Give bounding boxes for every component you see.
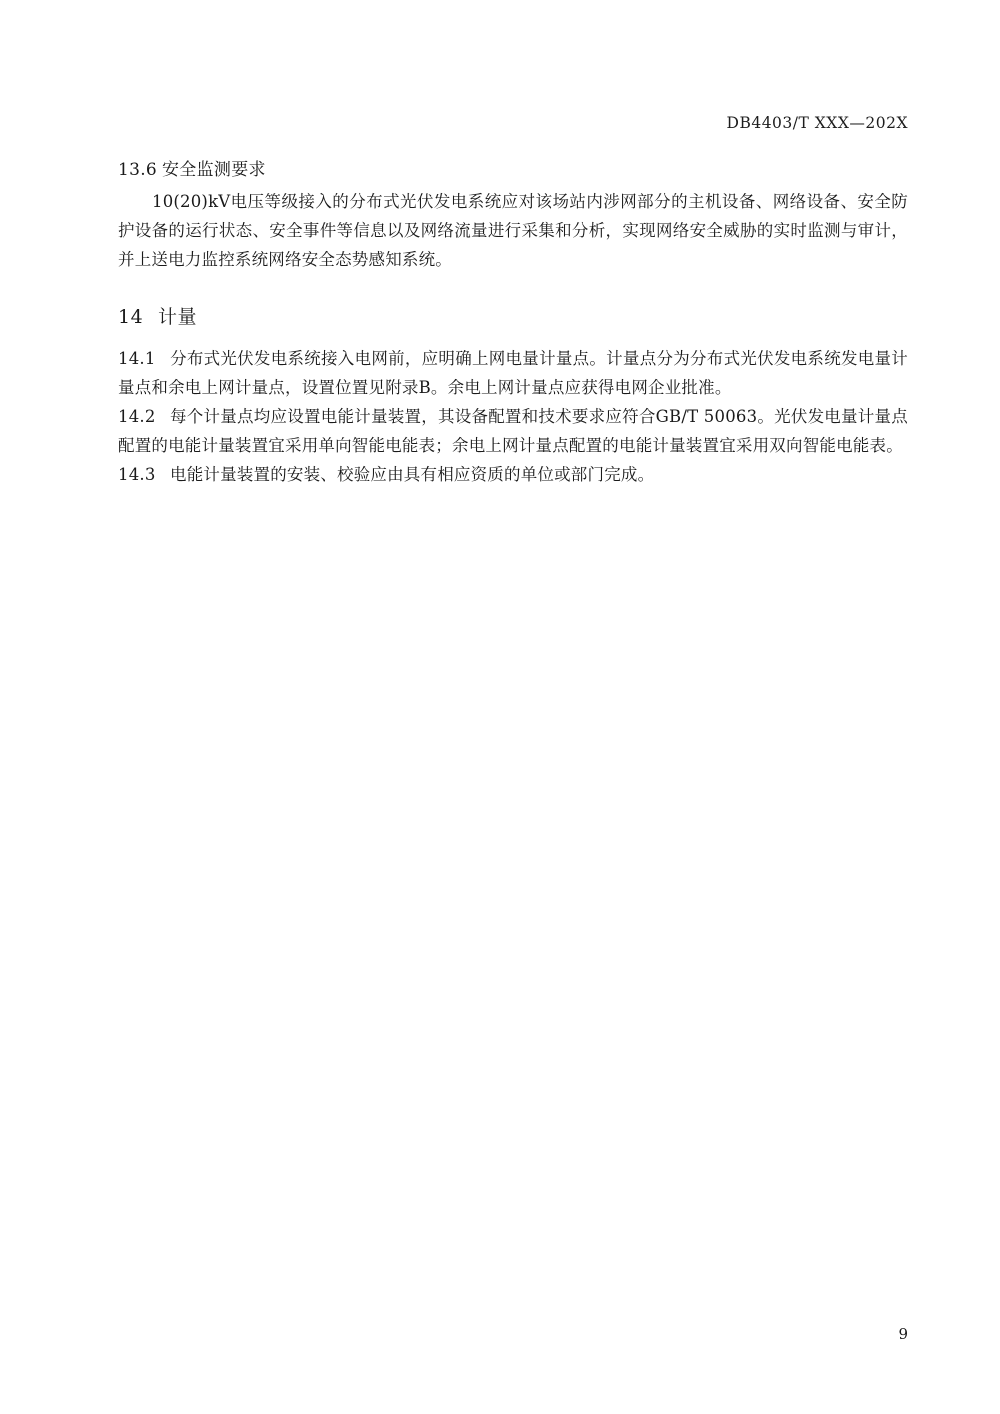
section-heading-13-6 [118,155,908,185]
clause-14-2 [118,402,908,460]
section-number-14: 14 [118,306,144,328]
page-header-standard-number: DB4403/T XXX—202X [726,114,908,132]
clause-14-3 [118,460,908,489]
section-title-13-6: 安全监测要求 [162,160,266,180]
page-content-area [118,0,908,1414]
section-title-14: 计量 [158,306,198,328]
clause-text-14-1: 分布式光伏发电系统接入电网前，应明确上网电量计量点。计量点分为分布式光伏发电系统发电量计量点和余电上网计量点，设置位置见附录B。余电上网计量点应获得电网企业批准。 [118,349,908,397]
clause-label-14-1: 14.1 [118,349,156,368]
clause-label-14-2: 14.2 [118,407,156,426]
clause-label-14-3: 14.3 [118,465,156,484]
section-heading-14 [118,300,908,334]
clause-text-14-3: 电能计量装置的安装、校验应由具有相应资质的单位或部门完成。 [170,465,655,484]
page-number: 9 [898,1325,908,1343]
paragraph-13-6-1: 10(20)kV电压等级接入的分布式光伏发电系统应对该场站内涉网部分的主机设备、网络设备、安全防护设备的运行状态、安全事件等信息以及网络流量进行采集和分析，实现网络安全威胁的实时监测与审计，并上送电力监控系统网络安全态势感知系统。 [118,192,908,269]
document-body [118,155,908,489]
section-number-13-6: 13.6 [118,160,158,180]
clause-14-1 [118,344,908,402]
clause-text-14-2: 每个计量点均应设置电能计量装置，其设备配置和技术要求应符合GB/T 50063。光伏发电量计量点配置的电能计量装置宜采用单向智能电能表；余电上网计量点配置的电能计量装置宜采用双向智能电能表。 [118,407,908,455]
